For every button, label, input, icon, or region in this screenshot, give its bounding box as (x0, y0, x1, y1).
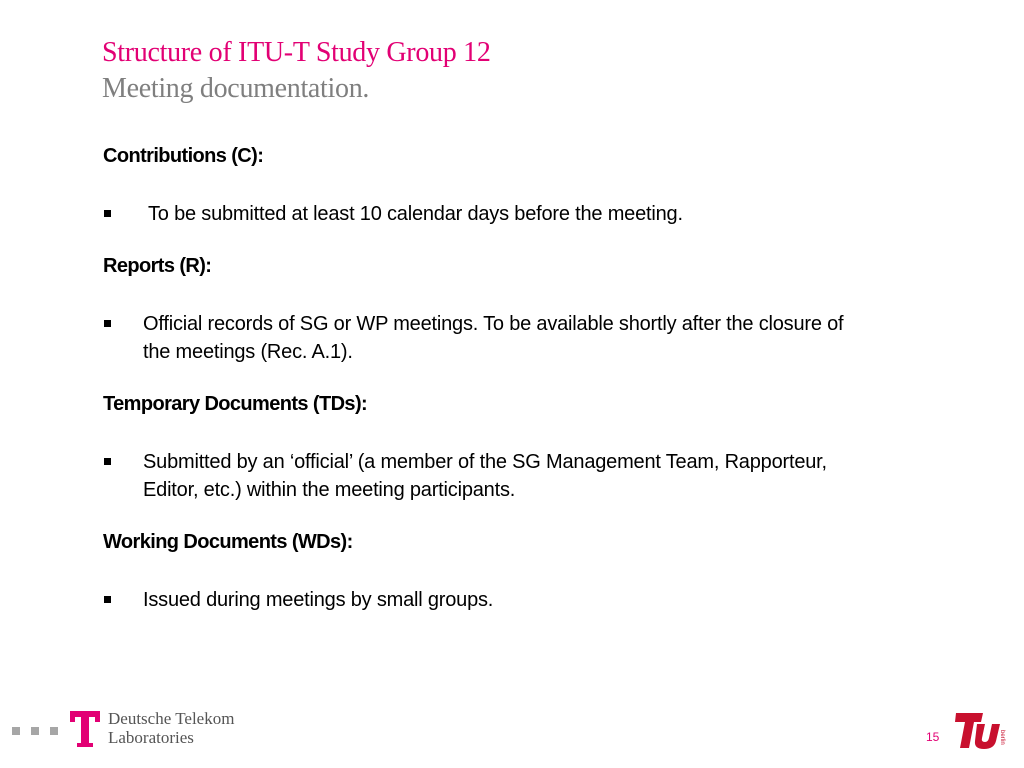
footer-dot (50, 727, 58, 735)
bullet-text-line: Issued during meetings by small groups. (143, 589, 494, 611)
bullet-icon (104, 596, 111, 603)
brand-name (108, 709, 234, 747)
section-heading-temporary-documents: Temporary Documents (TDs): (103, 393, 368, 415)
slide-subtitle: Meeting documentation. (102, 73, 370, 104)
section-heading-reports: Reports (R): (103, 255, 212, 277)
page-number: 15 (926, 730, 940, 744)
bullet-item (103, 310, 943, 366)
bullet-icon (104, 458, 111, 465)
bullet-item (103, 200, 943, 228)
section-heading-contributions: Contributions (C): (103, 145, 264, 167)
tu-logo-text: berlin (999, 730, 1005, 745)
bullet-text-line: Official records of SG or WP meetings. To be available shortly after the closure of (143, 313, 844, 335)
brand-line-1: Deutsche Telekom (108, 709, 235, 728)
telekom-t-logo-icon (70, 711, 100, 747)
bullet-text-line: Submitted by an ‘official’ (a member of the SG Management Team, Rapporteur, (143, 451, 827, 473)
bullet-text-line: Editor, etc.) within the meeting participants. (143, 479, 516, 501)
bullet-icon (104, 320, 111, 327)
slide-content (103, 142, 943, 614)
bullet-text-line: To be submitted at least 10 calendar days before the meeting. (148, 203, 683, 225)
tu-berlin-logo-icon (955, 710, 1007, 750)
bullet-text-line: the meetings (Rec. A.1). (143, 341, 353, 363)
footer-dot (31, 727, 39, 735)
slide-title: Structure of ITU-T Study Group 12 (102, 37, 491, 68)
bullet-item (103, 448, 943, 504)
bullet-item (103, 586, 943, 614)
brand-line-2: Laboratories (108, 728, 194, 747)
footer-dot (12, 727, 20, 735)
section-heading-working-documents: Working Documents (WDs): (103, 531, 353, 553)
bullet-icon (104, 210, 111, 217)
